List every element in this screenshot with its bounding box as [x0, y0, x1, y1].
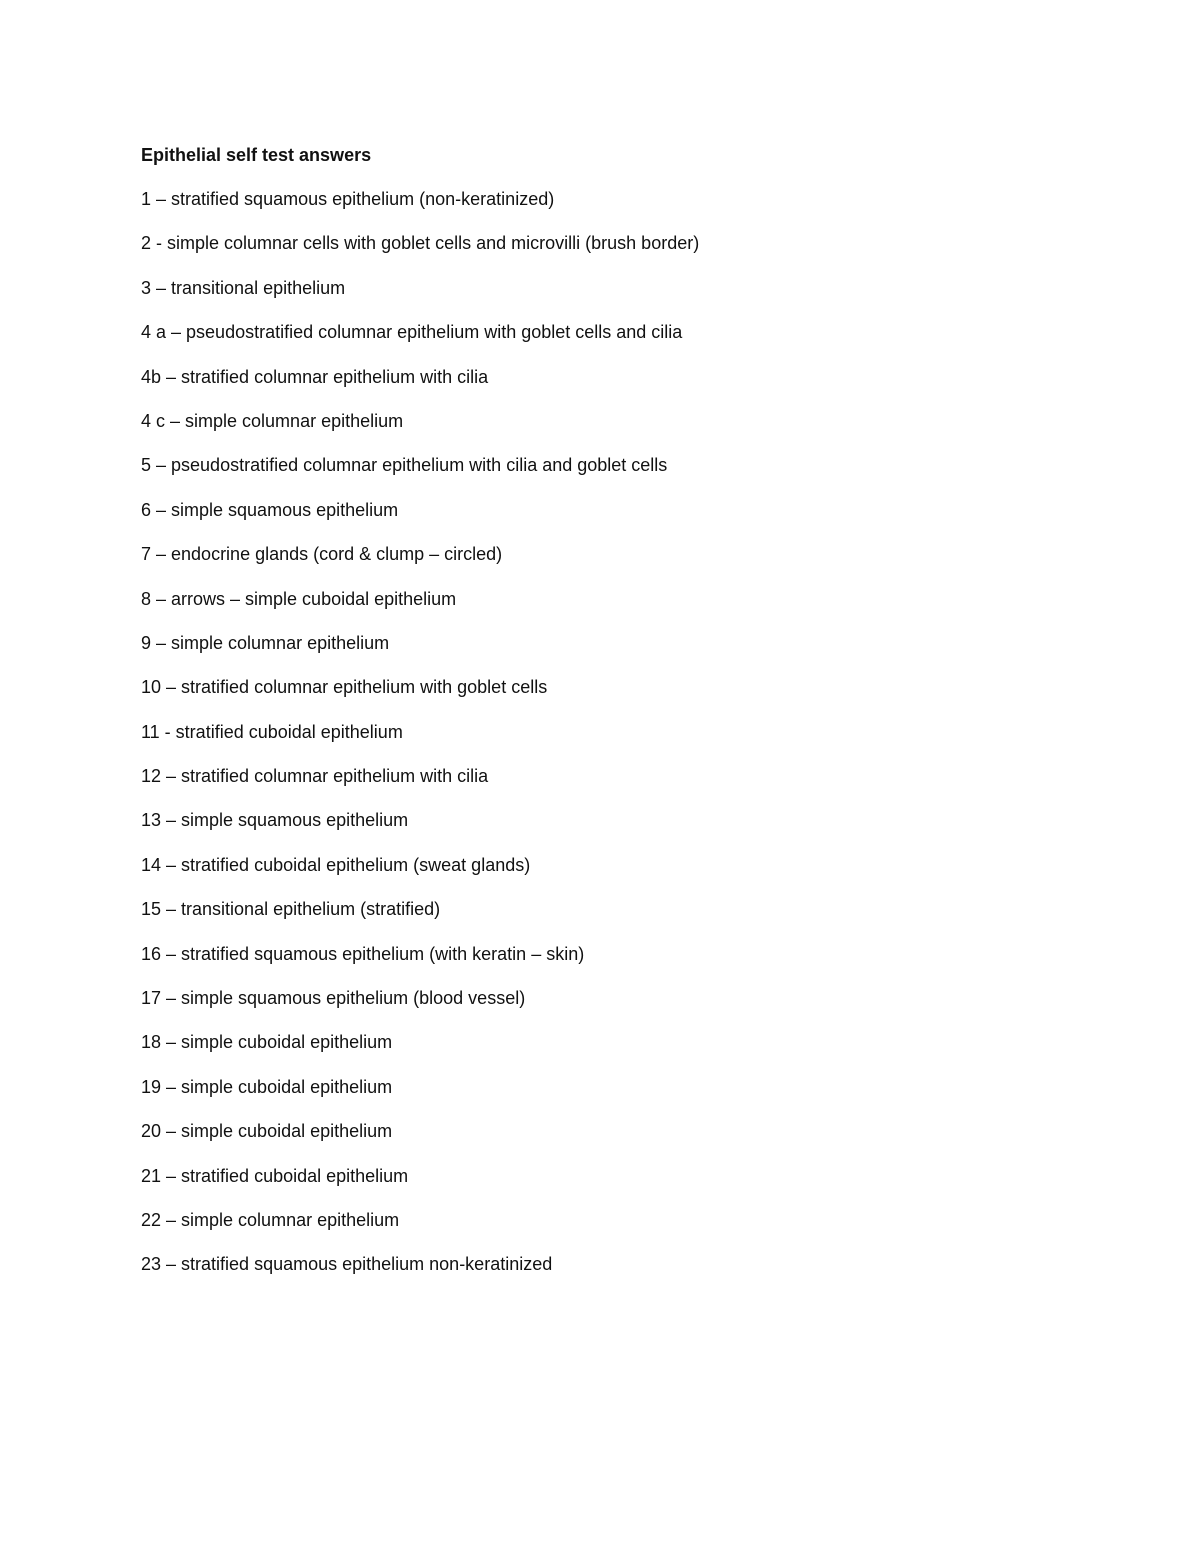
- answer-list: [141, 187, 1101, 1276]
- answer-line: 16 – stratified squamous epithelium (with keratin – skin): [141, 943, 585, 964]
- document-title: Epithelial self test answers: [141, 145, 372, 165]
- answer-line: 14 – stratified cuboidal epithelium (sweat glands): [141, 854, 531, 875]
- answer-line: 1 – stratified squamous epithelium (non-keratinized): [141, 189, 555, 209]
- answer-line: 4b – stratified columnar epithelium with cilia: [141, 366, 489, 387]
- answer-line: 22 – simple columnar epithelium: [141, 1209, 400, 1230]
- answer-line: 12 – stratified columnar epithelium with cilia: [141, 766, 489, 787]
- answer-line: 18 – simple cuboidal epithelium: [141, 1032, 393, 1053]
- answer-line: 17 – simple squamous epithelium (blood vessel): [141, 988, 526, 1009]
- answer-line: 4 a – pseudostratified columnar epithelium with goblet cells and cilia: [141, 322, 683, 343]
- answer-line: 19 – simple cuboidal epithelium: [141, 1076, 393, 1097]
- answer-line: 21 – stratified cuboidal epithelium: [141, 1165, 409, 1186]
- answer-line: 10 – stratified columnar epithelium with goblet cells: [141, 677, 548, 698]
- answer-line: 20 – simple cuboidal epithelium: [141, 1121, 393, 1142]
- answer-line: 11 - stratified cuboidal epithelium: [141, 721, 403, 742]
- answer-line: 4 c – simple columnar epithelium: [141, 410, 404, 431]
- answer-line: 9 – simple columnar epithelium: [141, 632, 390, 653]
- answer-line: 3 – transitional epithelium: [141, 277, 346, 298]
- answer-line: 23 – stratified squamous epithelium non-keratinized: [141, 1254, 553, 1275]
- answer-line: 8 – arrows – simple cuboidal epithelium: [141, 588, 457, 609]
- answer-line: 6 – simple squamous epithelium: [141, 499, 399, 520]
- answer-line: 13 – simple squamous epithelium: [141, 810, 409, 831]
- answer-line: 7 – endocrine glands (cord & clump – circled): [141, 544, 503, 565]
- document-body: [141, 143, 1101, 1297]
- answer-line: 2 - simple columnar cells with goblet cells and microvilli (brush border): [141, 233, 700, 254]
- answer-line: 5 – pseudostratified columnar epithelium with cilia and goblet cells: [141, 455, 668, 476]
- answer-line: 15 – transitional epithelium (stratified): [141, 899, 441, 920]
